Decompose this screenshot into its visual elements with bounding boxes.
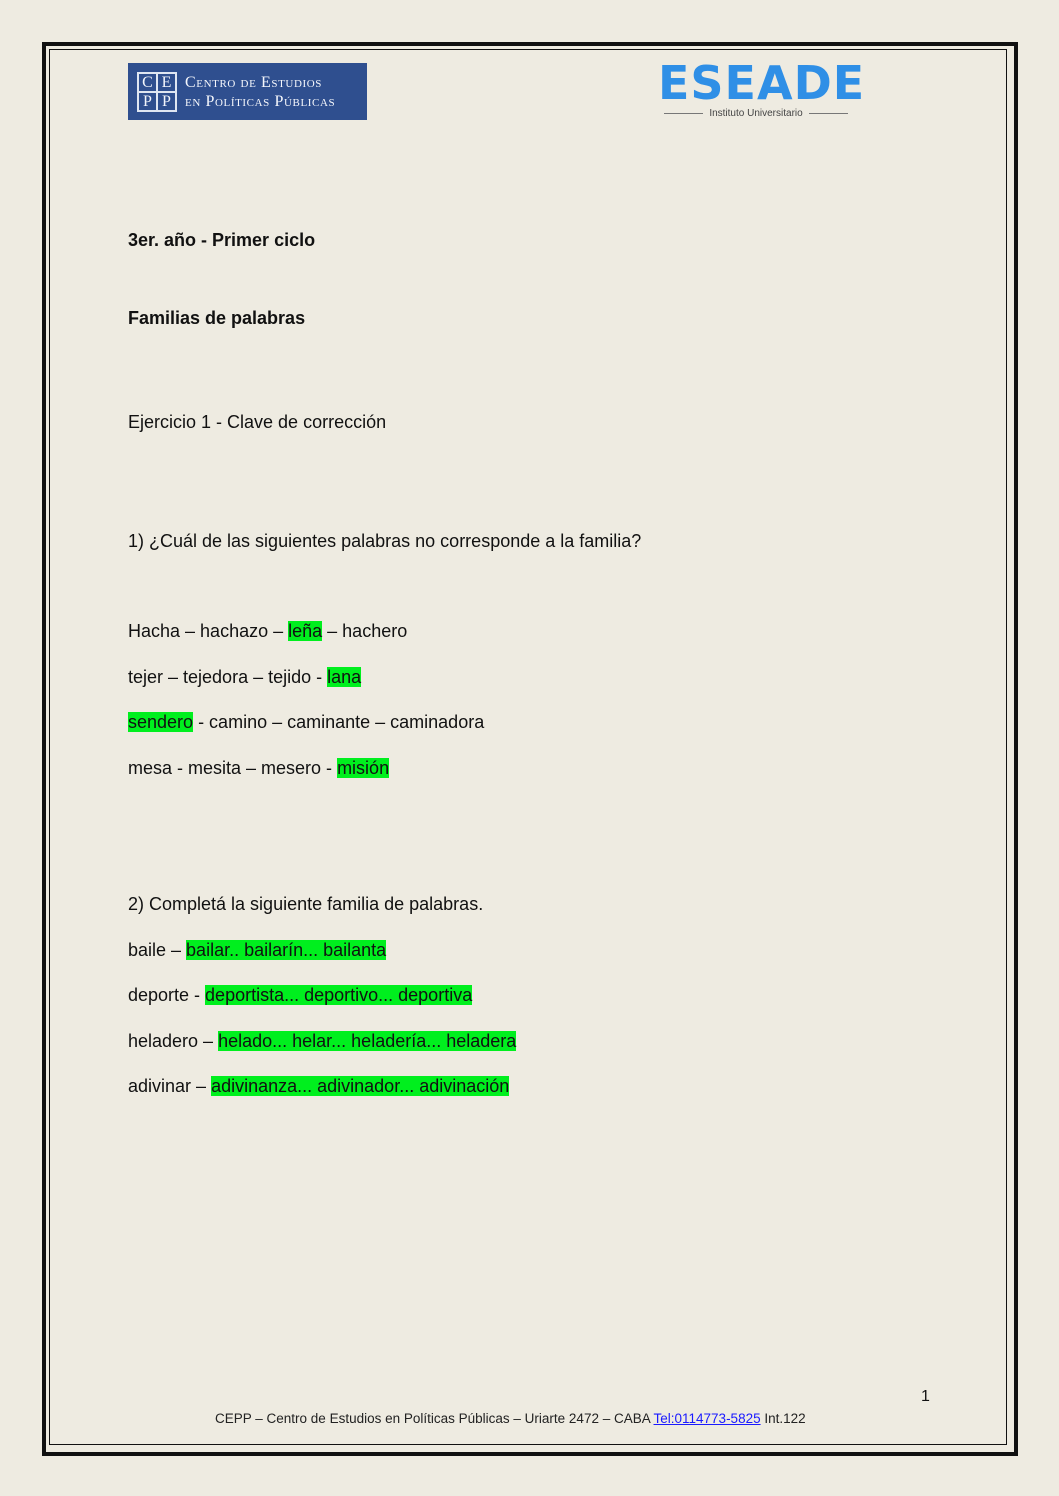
row-text: adivinar – bbox=[128, 1076, 212, 1096]
highlighted-answer: lana bbox=[327, 667, 362, 687]
highlighted-answer: misión bbox=[337, 758, 390, 778]
cepp-monogram bbox=[137, 72, 177, 112]
question2-row bbox=[128, 1075, 509, 1097]
question2-row bbox=[128, 984, 472, 1006]
divider bbox=[809, 113, 848, 114]
question1-row bbox=[128, 757, 389, 779]
footer-address: CEPP – Centro de Estudios en Políticas Públicas – Uriarte 2472 – CABA bbox=[215, 1411, 654, 1426]
question1-prompt: 1) ¿Cuál de las siguientes palabras no corresponde a la familia? bbox=[128, 531, 642, 551]
footer bbox=[215, 1411, 806, 1426]
row-text: mesa - mesita – mesero - bbox=[128, 758, 338, 778]
question1-row bbox=[128, 711, 484, 733]
highlighted-answer: leña bbox=[288, 621, 323, 641]
row-text: baile – bbox=[128, 940, 187, 960]
row-text: tejer – tejedora – tejido - bbox=[128, 667, 328, 687]
grade-heading: 3er. año - Primer ciclo bbox=[128, 230, 316, 250]
question2-row bbox=[128, 1030, 516, 1052]
cepp-logo-line2: en Políticas Públicas bbox=[185, 92, 336, 110]
question2-row bbox=[128, 939, 386, 961]
cepp-letter: P bbox=[157, 92, 176, 111]
row-text: deporte - bbox=[128, 985, 206, 1005]
question1-row bbox=[128, 620, 407, 642]
highlighted-answer: bailar.. bailarín... bailanta bbox=[186, 940, 387, 960]
row-text: – hachero bbox=[322, 621, 408, 641]
cepp-logo bbox=[128, 63, 367, 120]
cepp-letter: E bbox=[157, 73, 176, 92]
row-text: Hacha – hachazo – bbox=[128, 621, 289, 641]
page-border-inner bbox=[49, 49, 1007, 1445]
eseade-logo-word: ESEADE bbox=[658, 56, 866, 110]
footer-phone-link[interactable]: Tel:0114773-5825 bbox=[653, 1411, 761, 1426]
cepp-logo-text bbox=[185, 73, 335, 111]
exercise-title: Ejercicio 1 - Clave de corrección bbox=[128, 412, 387, 432]
page-number: 1 bbox=[921, 1388, 930, 1405]
footer-extension: Int.122 bbox=[760, 1411, 806, 1426]
question2-prompt: 2) Completá la siguiente familia de palabras. bbox=[128, 894, 484, 914]
topic-heading: Familias de palabras bbox=[128, 308, 306, 328]
row-text: heladero – bbox=[128, 1031, 219, 1051]
highlighted-answer: helado... helar... heladería... heladera bbox=[218, 1031, 517, 1051]
row-text: - camino – caminante – caminadora bbox=[193, 712, 485, 732]
highlighted-answer: adivinanza... adivinador... adivinación bbox=[211, 1076, 510, 1096]
eseade-logo bbox=[658, 56, 866, 122]
eseade-logo-subtitle: Instituto Universitario bbox=[709, 108, 803, 119]
highlighted-answer: sendero bbox=[128, 712, 194, 732]
cepp-logo-line1: Centro de Estudios bbox=[185, 73, 323, 91]
highlighted-answer: deportista... deportivo... deportiva bbox=[205, 985, 473, 1005]
question1-row bbox=[128, 666, 361, 688]
cepp-letter: P bbox=[138, 92, 157, 111]
divider bbox=[664, 113, 703, 114]
cepp-letter: C bbox=[138, 73, 157, 92]
